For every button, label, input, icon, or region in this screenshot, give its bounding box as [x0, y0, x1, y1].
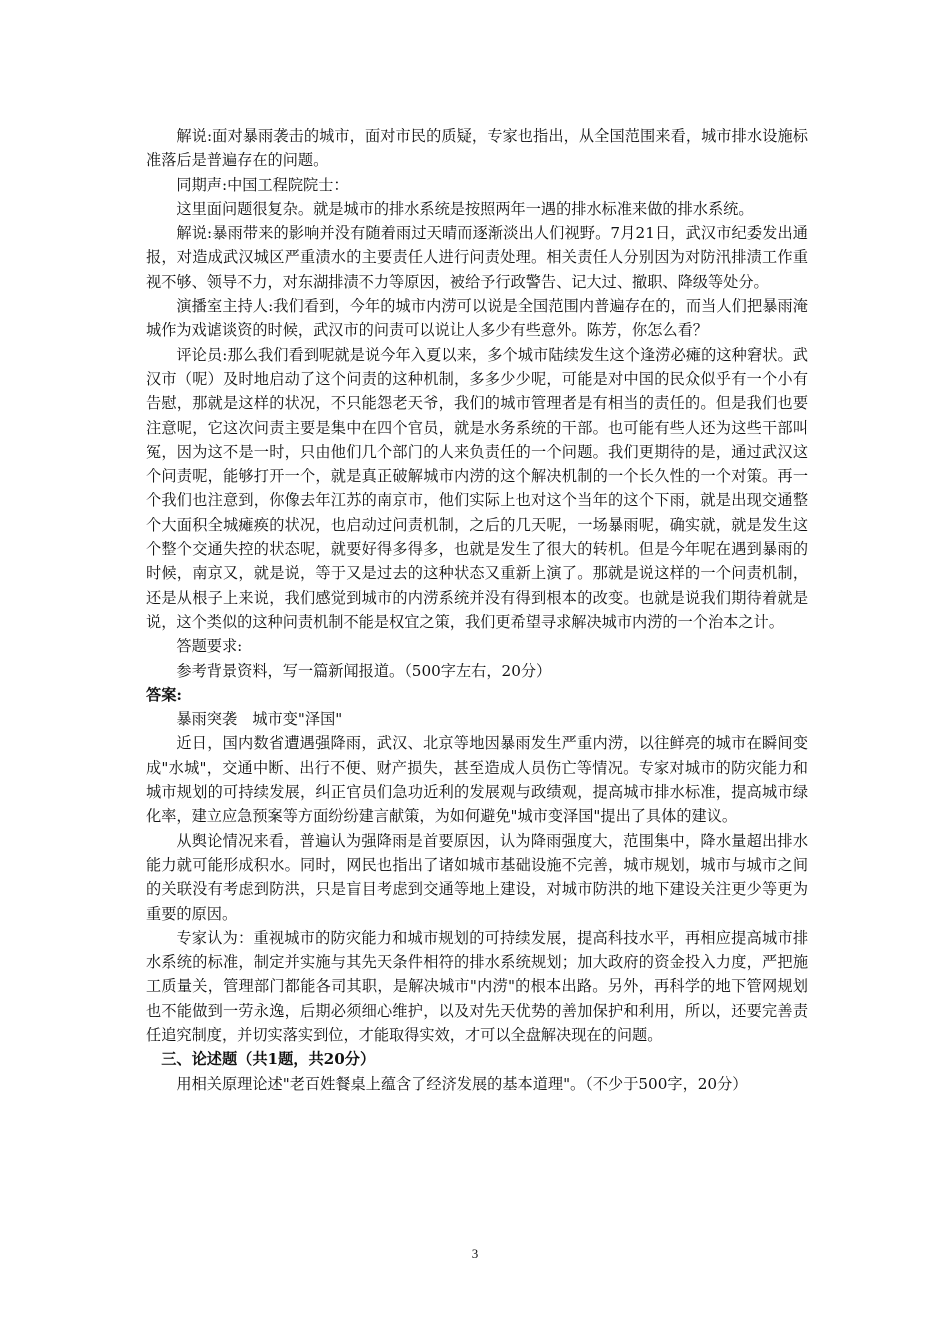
document-body — [146, 124, 808, 1096]
answer-paragraph-2: 从舆论情况来看，普遍认为强降雨是首要原因，认为降雨强度大，范围集中，降水量超出排水能力就可能形成积水。同时，网民也指出了诸如城市基础设施不完善，城市规划，城市与城市之间的关联没有考虑到防洪，只是盲目考虑到交通等地上建设，对城市防洪的地下建设关注更少等更为重要的原因。 — [146, 831, 808, 923]
paragraph-soundbite: 这里面问题很复杂。就是城市的排水系统是按照两年一遇的排水标准来做的排水系统。 — [176, 199, 754, 218]
answer-headline: 暴雨突袭 城市变"泽国" — [176, 710, 343, 729]
answer-paragraph-3: 专家认为：重视城市的防灾能力和城市规划的可持续发展，提高科技水平，再相应提高城市排水系统的标准，制定并实施与其先天条件相符的排水系统规划；加大政府的资金投入力度，严把施工质量关，管理部门都能各司其职，是解决城市"内涝"的根本出路。另外，再科学的地下管网规划也不能做到一劳永逸，后期必须细心维护，以及对先天优势的善加保护和利用，所以，还要完善责任追究制度，并切实落实到位，才能取得实效，才可以全盘解决现在的问题。 — [146, 928, 808, 1044]
answer-label: 答案: — [146, 685, 182, 704]
paragraph-narration-2: 解说:暴雨带来的影响并没有随着雨过天晴而逐渐淡出人们视野。7月21日，武汉市纪委发出通报，对造成武汉城区严重渍水的主要责任人进行问责处理。相关责任人分别因为对防汛排渍工作重视不够、领导不力，对东湖排渍不力等原因，被给予行政警告、记大过、撤职、降级等处分。 — [146, 224, 808, 291]
paragraph-narration-1: 解说:面对暴雨袭击的城市，面对市民的质疑，专家也指出，从全国范围来看，城市排水设施标准落后是普遍存在的问题。 — [146, 127, 808, 170]
paragraph-commentator: 评论员:那么我们看到呢就是说今年入夏以来，多个城市陆续发生这个逢涝必瘫的这种窘状。武汉市（呢）及时地启动了这个问责的这种机制，多多少少呢，可能是对中国的民众似乎有一个小有告慰，那就是这样的状况，不只能怨老天爷，我们的城市管理者是有相当的责任的。但是我们也要注意呢，它这次问责主要是集中在四个官员，就是水务系统的干部。也可能有些人还为这些干部叫冤，因为这不是一时，只由他们几个部门的人来负责任的一个问题。我们更期待的是，通过武汉这个问责呢，能够打开一个，就是真正破解城市内涝的这个解决机制的一个长久性的一个对策。再一个我们也注意到，你像去年江苏的南京市，他们实际上也对这个当年的这个下雨，就是出现交通整个大面积全城瘫痪的状况，也启动过问责机制，之后的几天呢，一场暴雨呢，确实就，就是发生这个整个交通失控的状态呢，就要好得多得多，也就是发生了很大的转机。但是今年呢在遇到暴雨的时候，南京又，就是说，等于又是过去的这种状态又重新上演了。那就是说这样的一个问责机制，还是从根子上来说，我们感觉到城市的内涝系统并没有得到根本的改变。也就是说我们期待着就是说，这个类似的这种问责机制不能是权宜之策，我们更希望寻求解决城市内涝的一个治本之计。 — [146, 345, 808, 631]
paragraph-soundbite-label: 同期声:中国工程院院士： — [176, 175, 349, 194]
page-number: 3 — [471, 1246, 479, 1261]
paragraph-requirements-label: 答题要求: — [176, 637, 243, 656]
section-heading: 三、论述题（共1题，共20分） — [161, 1050, 376, 1069]
answer-paragraph-1: 近日，国内数省遭遇强降雨，武汉、北京等地因暴雨发生严重内涝，以往鲜亮的城市在瞬间变成"水城"，交通中断、出行不便、财产损失，甚至造成人员伤亡等情况。专家对城市的防灾能力和城市规划的可持续发展，纠正官员们急功近利的发展观与政绩观，提高城市排水标准，提高城市绿化率，建立应急预案等方面纷纷建言献策，为如何避免"城市变泽国"提出了具体的建议。 — [146, 734, 808, 826]
paragraph-requirements: 参考背景资料，写一篇新闻报道。（500字左右，20分） — [176, 661, 552, 680]
paragraph-host: 演播室主持人:我们看到，今年的城市内涝可以说是全国范围内普遍存在的，而当人们把暴雨淹城作为戏谑谈资的时候，武汉市的问责可以说让人多少有些意外。陈芳，你怎么看？ — [146, 297, 808, 340]
section-question: 用相关原理论述"老百姓餐桌上蕴含了经济发展的基本道理"。（不少于500字，20分） — [176, 1074, 748, 1093]
